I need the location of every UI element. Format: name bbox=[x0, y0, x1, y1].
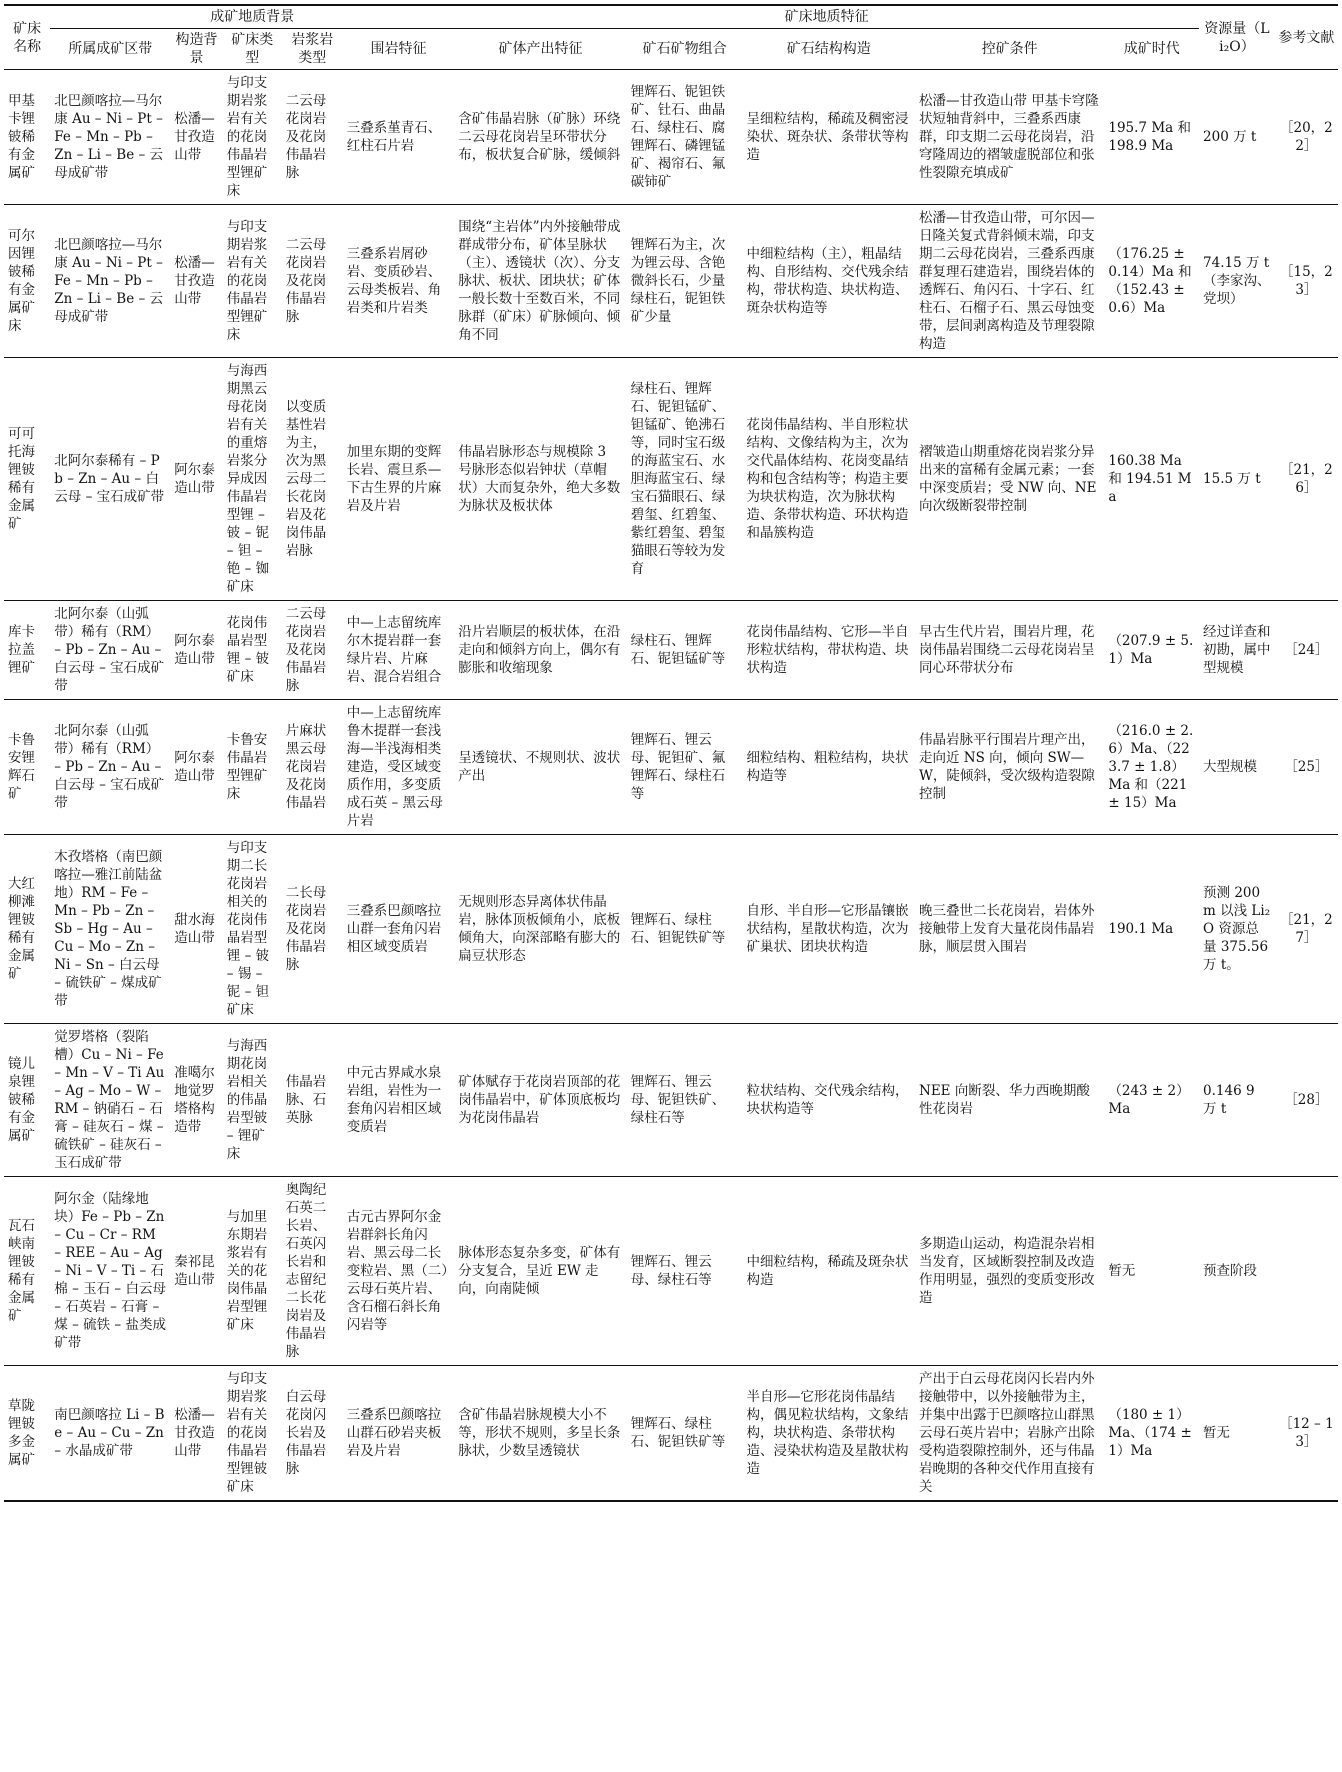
cell-name: 库卡拉盖锂矿 bbox=[8, 624, 35, 676]
col-header-magmatic: 岩浆岩类型 bbox=[282, 29, 343, 70]
cell-texture: 细粒结构、粗粒结构，块状构造等 bbox=[746, 750, 909, 784]
cell-type: 与海西期花岗岩相关的伟晶岩型铍 – 锂矿床 bbox=[226, 1038, 268, 1162]
cell-belt: 北阿尔泰（山弧带）稀有（RM） – Pb – Zn – Au – 白云母 – 宝石成矿带 bbox=[54, 606, 165, 694]
table-row bbox=[4, 1024, 1338, 1177]
cell-texture: 呈细粒结构，稀疏及稠密浸染状、斑杂状、条带状等构造 bbox=[746, 111, 909, 163]
cell-age: 暂无 bbox=[1108, 1263, 1136, 1279]
cell-belt: 北阿尔泰（山弧带）稀有（RM） – Pb – Zn – Au – 白云母 – 宝石成矿带 bbox=[54, 723, 165, 811]
table-row bbox=[4, 205, 1338, 358]
cell-type: 与印支期岩浆岩有关的花岗伟晶岩型锂铍矿床 bbox=[226, 1371, 268, 1495]
cell-belt: 阿尔金（陆缘地块）Fe – Pb – Zn – Cu – Cr – RM – REE – Au – Ag – Ni – V – Ti – 石棉 – 玉石 – 白云母 – 石英岩 – 石膏 – 煤 – 硫铁 – 盐类成矿带 bbox=[54, 1191, 166, 1351]
cell-magmatic: 二云母花岗岩及花岗伟晶岩脉 bbox=[285, 237, 327, 325]
cell-type: 与印支期岩浆岩有关的花岗伟晶岩型锂矿床 bbox=[226, 75, 268, 199]
cell-tectonic: 松潘—甘孜造山带 bbox=[174, 111, 215, 163]
cell-control: 伟晶岩脉平行围岩片理产出，走向近 NS 向，倾向 SW—W，陡倾斜，受次级构造裂隙控制 bbox=[919, 732, 1095, 802]
cell-wallrock: 中元古界咸水泉岩组，岩性为一套角闪岩相区域变质岩 bbox=[346, 1065, 442, 1135]
cell-age: 195.7 Ma 和 198.9 Ma bbox=[1108, 120, 1191, 154]
cell-texture: 自形、半自形—它形晶镶嵌状结构，星散状构造，次为矿巢状、团块状构造 bbox=[746, 903, 909, 955]
cell-resource: 经过详查和初勘，属中型规模 bbox=[1203, 624, 1271, 676]
cell-tectonic: 阿尔泰造山带 bbox=[174, 750, 215, 784]
cell-magmatic: 二云母花岗岩及花岗伟晶岩脉 bbox=[285, 606, 327, 694]
header-row-columns bbox=[4, 29, 1338, 70]
cell-resource: 大型规模 bbox=[1203, 759, 1258, 775]
cell-resource: 暂无 bbox=[1203, 1425, 1231, 1441]
cell-belt: 北阿尔泰稀有 – Pb – Zn – Au – 白云母 – 宝石成矿带 bbox=[54, 453, 165, 505]
cell-wallrock: 三叠系岩屑砂岩、变质砂岩、云母类板岩、角岩类和片岩类 bbox=[346, 246, 442, 316]
cell-resource: 预测 200 m 以浅 Li₂O 资源总量 375.56 万 t。 bbox=[1203, 885, 1271, 973]
cell-age: 160.38 Ma 和 194.51 Ma bbox=[1108, 453, 1192, 505]
cell-belt: 木孜塔格（南巴颜喀拉—雅江前陆盆地）RM – Fe – Mn – Pb – Zn – Sb – Hg – Au – Cu – Mo – Zn – Ni – Sn – 白云母 – 硫铁矿 – 煤成矿带 bbox=[54, 849, 163, 1009]
cell-minerals: 锂辉石、锂云母、铌钽铁矿、绿柱石等 bbox=[630, 1074, 726, 1126]
cell-wallrock: 中—上志留统库鲁木提群一套浅海—半浅海相类建造，受区域变质作用，多变质成石英 – 黑云母片岩 bbox=[346, 705, 444, 829]
cell-wallrock: 三叠系堇青石、红柱石片岩 bbox=[346, 120, 442, 154]
cell-minerals: 锂辉石、绿柱石、铌钽铁矿等 bbox=[630, 1416, 726, 1450]
cell-minerals: 锂辉石、锂云母、绿柱石等 bbox=[630, 1254, 712, 1288]
table-row bbox=[4, 1177, 1338, 1366]
cell-texture: 花岗伟晶结构、半自形粒状结构、文像结构为主，次为交代晶体结构、花岗变晶结构和包含结构等；构造主要为块状构造，次为脉状构造、条带状构造、环状构造和晶簇构造 bbox=[746, 417, 909, 541]
cell-control: 产出于白云母花岗闪长岩内外接触带中，以外接触带为主，并集中出露于巴颜喀拉山群黑云母石英片岩中；岩脉产出除受构造裂隙控制外，还与伟晶岩晚期的各种交代作用直接有关 bbox=[919, 1371, 1095, 1495]
col-header-texture: 矿石结构构造 bbox=[742, 29, 915, 70]
cell-tectonic: 甜水海造山带 bbox=[174, 912, 215, 946]
cell-orebody: 伟晶岩脉形态与规模除 3 号脉形态似岩钟状（草帽状）大而复杂外，绝大多数为脉状及板状体 bbox=[458, 444, 621, 514]
cell-tectonic: 准噶尔地觉罗塔格构造带 bbox=[174, 1065, 215, 1135]
cell-minerals: 锂辉石、铌钽铁矿、钍石、曲晶石、绿柱石、腐锂辉石、磷锂锰矿、褐帘石、氟碳铈矿 bbox=[630, 84, 726, 190]
cell-resource: 15.5 万 t bbox=[1203, 471, 1261, 487]
cell-magmatic: 片麻状黑云母花岗岩及花岗伟晶岩 bbox=[285, 723, 327, 811]
col-header-orebody: 矿体产出特征 bbox=[454, 29, 627, 70]
table-row bbox=[4, 358, 1338, 601]
cell-control: 晚三叠世二长花岗岩，岩体外接触带上发育大量花岗伟晶岩脉，顺层贯入围岩 bbox=[919, 903, 1095, 955]
cell-orebody: 脉体形态复杂多变，矿体有分支复合，呈近 EW 走向，向南陡倾 bbox=[458, 1245, 621, 1297]
cell-minerals: 锂辉石、绿柱石、钽铌铁矿等 bbox=[630, 912, 726, 946]
cell-name: 大红柳滩锂铍稀有金属矿 bbox=[8, 876, 35, 982]
cell-type: 与加里东期岩浆岩有关的花岗伟晶岩型锂矿床 bbox=[226, 1209, 268, 1333]
cell-type: 与印支期岩浆岩有关的花岗伟晶岩型锂矿床 bbox=[226, 219, 268, 343]
col-header-belt: 所属成矿区带 bbox=[50, 29, 170, 70]
cell-name: 草陇锂铍多金属矿 bbox=[8, 1398, 35, 1468]
cell-tectonic: 松潘—甘孜造山带 bbox=[174, 1407, 215, 1459]
cell-control: 松潘—甘孜造山带，可尔因—日隆关复式背斜倾末端，印支期二云母花岗岩，三叠系西康群复理石建造岩，围绕岩体的透辉石、角闪石、十字石、红柱石、石榴子石、黑云母蚀变带，层间剥离构造及节理裂隙构造 bbox=[919, 210, 1095, 352]
cell-name: 瓦石峡南锂铍稀有金属矿 bbox=[8, 1218, 35, 1324]
cell-magmatic: 奥陶纪石英二长岩、石英闪长岩和志留纪二长花岗岩及伟晶岩脉 bbox=[285, 1182, 327, 1360]
cell-texture: 花岗伟晶结构、它形—半自形粒状结构，带状构造、块状构造 bbox=[746, 624, 909, 676]
cell-tectonic: 秦祁昆造山带 bbox=[174, 1254, 215, 1288]
cell-magmatic: 伟晶岩脉、石英脉 bbox=[285, 1074, 327, 1126]
cell-resource: 预查阶段 bbox=[1203, 1263, 1258, 1279]
cell-orebody: 无规则形态异离体状伟晶岩，脉体顶板倾角小，底板倾角大，向深部略有膨大的扁豆状形态 bbox=[458, 894, 621, 964]
cell-control: 早古生代片岩，围岩片理，花岗伟晶岩围绕二云母花岗岩呈同心环带状分布 bbox=[919, 624, 1095, 676]
cell-minerals: 锂辉石为主，次为锂云母、含铯微斜长石，少量绿柱石，铌钽铁矿少量 bbox=[630, 237, 726, 325]
cell-resource: 200 万 t bbox=[1203, 129, 1257, 145]
cell-resource: 0.146 9 万 t bbox=[1203, 1083, 1255, 1117]
cell-name: 镜儿泉锂铍稀有金属矿 bbox=[8, 1056, 35, 1144]
col-header-ref: 参考文献 bbox=[1275, 5, 1338, 70]
cell-ref: ［28］ bbox=[1284, 1092, 1329, 1108]
cell-age: （207.9 ± 5.1）Ma bbox=[1108, 633, 1194, 667]
cell-wallrock: 古元古界阿尔金岩群斜长角闪岩、黑云母二长变粒岩、黑（二）云母石英片岩、含石榴石斜长角闪岩等 bbox=[346, 1209, 448, 1333]
cell-belt: 北巴颜喀拉—马尔康 Au – Ni – Pt – Fe – Mn – Pb – Zn – Li – Be – 云母成矿带 bbox=[54, 237, 164, 325]
col-header-resource: 资源量（Li₂O） bbox=[1199, 5, 1275, 70]
cell-minerals: 锂辉石、锂云母、铌钽矿、氟锂辉石、绿柱石等 bbox=[630, 732, 726, 802]
cell-ref: ［12 – 13］ bbox=[1279, 1416, 1334, 1450]
cell-belt: 觉罗塔格（裂陷槽）Cu – Ni – Fe – Mn – V – Ti Au – Ag – Mo – W – RM – 钠硝石 – 石膏 – 硅灰石 – 煤 – 硫铁矿 – 硅灰石 – 玉石成矿带 bbox=[54, 1029, 165, 1171]
cell-texture: 粒状结构、交代残余结构，块状构造等 bbox=[746, 1083, 909, 1117]
cell-minerals: 绿柱石、锂辉石、铌钽锰矿等 bbox=[630, 633, 726, 667]
cell-texture: 半自形—它形花岗伟晶结构，偶见粒状结构，文象结构，块状构造、条带状构造、浸染状构造及星散状构造 bbox=[746, 1389, 909, 1477]
cell-belt: 南巴颜喀拉 Li – Be – Au – Cu – Zn – 水晶成矿带 bbox=[54, 1407, 165, 1459]
cell-control: 褶皱造山期重熔花岗岩浆分异出来的富稀有金属元素；一套中深变质岩；受 NW 向、NE 向次级断裂带控制 bbox=[919, 444, 1097, 514]
cell-control: 多期造山运动，构造混杂岩相当发育，区域断裂控制及改造作用明显，强烈的变质变形改造 bbox=[919, 1236, 1095, 1306]
cell-orebody: 围绕“主岩体”内外接触带成群成带分布，矿体呈脉状（主）、透镜状（次）、分支脉状、板状、团块状；矿体一般长数十至数百米，不同脉群（矿床）矿脉倾向、倾角不同 bbox=[458, 219, 621, 343]
cell-belt: 北巴颜喀拉—马尔康 Au – Ni – Pt – Fe – Mn – Pb – Zn – Li – Be – 云母成矿带 bbox=[54, 93, 164, 181]
cell-age: （243 ± 2）Ma bbox=[1108, 1083, 1190, 1117]
cell-ref: ［25］ bbox=[1284, 759, 1329, 775]
cell-type: 与海西期黑云母花岗岩有关的重熔岩浆分异成因伟晶岩型锂 – 铍 – 铌 – 钽 – 铯 – 铷矿床 bbox=[226, 363, 270, 595]
col-header-minerals: 矿石矿物组合 bbox=[627, 29, 743, 70]
cell-tectonic: 阿尔泰造山带 bbox=[174, 633, 215, 667]
cell-wallrock: 三叠系巴颜喀拉山群一套角闪岩相区域变质岩 bbox=[346, 903, 442, 955]
cell-resource: 74.15 万 t（李家沟、党坝） bbox=[1203, 255, 1271, 307]
cell-type: 花岗伟晶岩型锂 – 铍矿床 bbox=[226, 615, 270, 685]
col-header-tectonic: 构造背景 bbox=[170, 29, 223, 70]
cell-wallrock: 加里东期的变辉长岩、震旦系—下古生界的片麻岩及片岩 bbox=[346, 444, 442, 514]
col-header-age: 成矿时代 bbox=[1104, 29, 1199, 70]
cell-tectonic: 松潘—甘孜造山带 bbox=[174, 255, 215, 307]
col-header-wallrock: 围岩特征 bbox=[343, 29, 455, 70]
cell-type: 卡鲁安伟晶岩型锂矿床 bbox=[226, 732, 268, 802]
cell-texture: 中细粒结构（主），粗晶结构、自形结构、交代残余结构，带状构造、块状构造、斑杂状构造等 bbox=[746, 246, 909, 316]
header-row-groups bbox=[4, 5, 1338, 29]
cell-magmatic: 二云母花岗岩及花岗伟晶岩脉 bbox=[285, 93, 327, 181]
group-header-features: 矿床地质特征 bbox=[454, 5, 1199, 29]
cell-ref bbox=[1275, 1177, 1338, 1366]
cell-type: 与印支期二长花岗岩相关的花岗伟晶岩型锂 – 铍 – 锡 – 铌 – 钽矿床 bbox=[226, 840, 270, 1018]
group-header-background: 成矿地质背景 bbox=[50, 5, 454, 29]
cell-orebody: 呈透镜状、不规则状、波状产出 bbox=[458, 750, 621, 784]
cell-tectonic: 阿尔泰造山带 bbox=[174, 462, 215, 496]
cell-orebody: 沿片岩顺层的板状体，在沿走向和倾斜方向上，偶尔有膨胀和收缩现象 bbox=[458, 624, 621, 676]
cell-ref: ［15，23］ bbox=[1280, 264, 1333, 298]
cell-name: 可可托海锂铍稀有金属矿 bbox=[8, 426, 35, 532]
cell-magmatic: 白云母花岗闪长岩及伟晶岩脉 bbox=[285, 1389, 327, 1477]
cell-ref: ［21，27］ bbox=[1280, 912, 1333, 946]
col-header-name: 矿床名称 bbox=[4, 5, 50, 70]
cell-magmatic: 以变质基性岩为主，次为黑云母二长花岗岩及花岗伟晶岩脉 bbox=[285, 399, 327, 559]
cell-minerals: 绿柱石、锂辉石、铌钽锰矿、钽锰矿、铯沸石等，同时宝石级的海蓝宝石、水胆海蓝宝石、绿宝石猫眼石、绿碧玺、红碧玺、紫红碧玺、碧玺猫眼石等较为发育 bbox=[630, 381, 726, 577]
cell-texture: 中细粒结构，稀疏及斑杂状构造 bbox=[746, 1254, 909, 1288]
cell-magmatic: 二长母花岗岩及花岗伟晶岩脉 bbox=[285, 885, 327, 973]
table-row bbox=[4, 700, 1338, 835]
cell-ref: ［24］ bbox=[1284, 642, 1329, 658]
table-row bbox=[4, 601, 1338, 700]
table-row bbox=[4, 70, 1338, 205]
cell-name: 卡鲁安锂辉石矿 bbox=[8, 732, 35, 802]
cell-orebody: 矿体赋存于花岗岩顶部的花岗伟晶岩中，矿体顶底板均为花岗伟晶岩 bbox=[458, 1074, 621, 1126]
cell-wallrock: 中—上志留统库尔木提岩群一套绿片岩、片麻岩、混合岩组合 bbox=[346, 615, 442, 685]
deposit-table bbox=[4, 4, 1338, 1502]
cell-age: （176.25 ± 0.14）Ma 和（152.43 ± 0.6）Ma bbox=[1108, 246, 1192, 316]
col-header-type: 矿床类型 bbox=[223, 29, 282, 70]
cell-age: （216.0 ± 2.6）Ma、（223.7 ± 1.8）Ma 和（221 ± 15）Ma bbox=[1108, 723, 1194, 811]
cell-age: 190.1 Ma bbox=[1108, 921, 1174, 937]
cell-control: 松潘—甘孜造山带 甲基卡穹隆状短轴背斜中，三叠系西康群，印支期二云母花岗岩，沿穹隆周边的褶皱虚脱部位和张性裂隙充填成矿 bbox=[919, 93, 1099, 181]
cell-name: 甲基卡锂铍稀有金属矿 bbox=[8, 93, 35, 181]
col-header-control: 控矿条件 bbox=[915, 29, 1104, 70]
cell-name: 可尔因锂铍稀有金属矿床 bbox=[8, 228, 35, 334]
table-row bbox=[4, 1366, 1338, 1502]
table-row bbox=[4, 835, 1338, 1024]
cell-wallrock: 三叠系巴颜喀拉山群石砂岩夹板岩及片岩 bbox=[346, 1407, 442, 1459]
cell-ref: ［20，22］ bbox=[1280, 120, 1333, 154]
cell-control: NEE 向断裂、华力西晚期酸性花岗岩 bbox=[919, 1083, 1090, 1117]
cell-ref: ［21，26］ bbox=[1280, 462, 1333, 496]
cell-age: （180 ± 1）Ma、（174 ± 1）Ma bbox=[1108, 1407, 1192, 1459]
cell-orebody: 含矿伟晶岩脉（矿脉）环绕二云母花岗岩呈环带状分布，板状复合矿脉，缓倾斜 bbox=[458, 111, 621, 163]
cell-orebody: 含矿伟晶岩脉规模大小不等，形状不规则，多呈长条脉状，少数呈透镜状 bbox=[458, 1407, 621, 1459]
